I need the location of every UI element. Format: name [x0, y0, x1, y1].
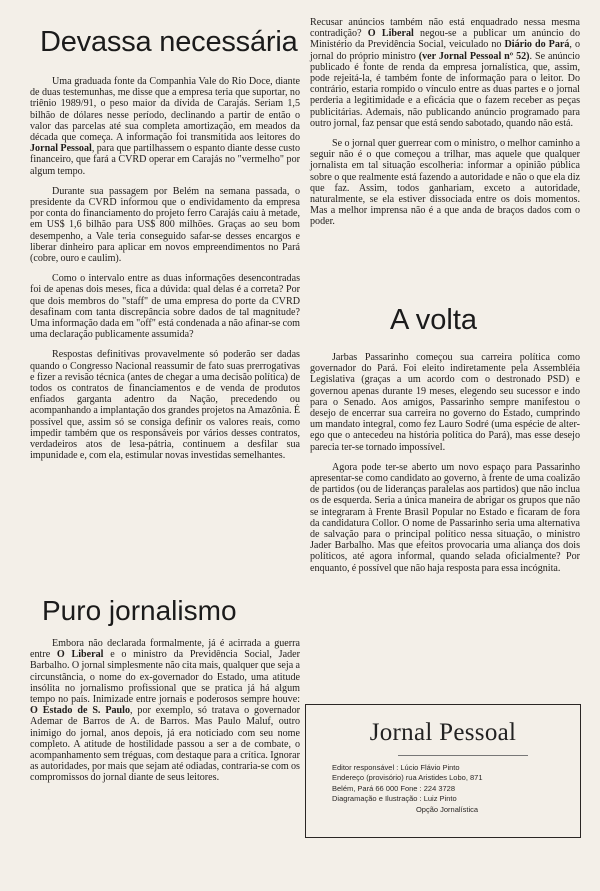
- article-body-devassa: [30, 76, 300, 471]
- article-title-puro-jornalismo: Puro jornalismo: [42, 595, 237, 626]
- article-body-a-volta: [310, 352, 580, 583]
- paragraph: Uma graduada fonte da Companhia Vale do Rio Doce, diante de duas testemunhas, me disse que a empresa teria que suportar, no triênio 1989/91, o peso maior da dívida de Carajás. Seriam 1,5 bilhão de dólares nesse período, declinando a partir de então o valor das parcelas até sua completa amortização, em meados da década que começa. A informação foi transmitida aos leitores do Jornal Pessoal, para que partilhassem o espanto diante desse custo financeiro, que fará a CVRD operar em Carajás no "vermelho" por algum tempo.: [30, 76, 300, 177]
- masthead-divider: [398, 755, 528, 756]
- city-line: Belém, Pará 66 000 Fone : 224 3728: [332, 783, 456, 793]
- paragraph: Durante sua passagem por Belém na semana passada, o presidente da CVRD informou que o endividamento da empresa por conta do financiamento do projeto ferro Carajás caiu à metade, em US$ 1,6 bilhão para US$ 800 milhões. Graças ao seu bom desempenho, a Vale teria conseguido safar-se desses encargos e liberar dinheiro para aplicar em novos empreendimentos no Pará (cobre, ouro e caulim).: [30, 185, 300, 265]
- article-body-puro-jornalismo: [30, 638, 300, 793]
- paragraph: Jarbas Passarinho começou sua carreira política como governador do Pará. Foi eleito indiretamente pela Assembléia Legislativa (graças a um acordo com o destronado PSD) e governou apenas durante 19 meses, elegendo seu sucessor e indo para o Senado. Aos amigos, Passarinho sempre manifestou o desejo de encerrar sua carreira no governo do Estado, cumprindo um mandato integral, como fez Lauro Sodré (uma espécie de alter-ego que o antecedeu na história política do Pará), mas esse desejo parecia ter-se tornado impossível.: [310, 352, 580, 453]
- design-line: Diagramação e Ilustração : Luiz Pinto: [332, 794, 457, 804]
- masthead-box: [305, 704, 581, 838]
- masthead-credits: [332, 763, 562, 815]
- article-title-a-volta: A volta: [390, 304, 478, 336]
- paragraph: Como o intervalo entre as duas informações desencontradas foi de apenas dois meses, fica a dúvida: qual delas é a correta? Por que dois membros do "staff" de uma empresa do porte da CVRD desafinam com tanta discrepância sobre dados de tal magnitude? Uma informação dada em "off" está condenada a não afinar-se com uma declaração publicamente assumida?: [30, 273, 300, 341]
- paragraph: Recusar anúncios também não está enquadrado nessa mesma contradição? O Liberal negou-se a publicar um anúncio do Ministério da Previdência Social, veiculado no Diário do Pará, o jornal do próprio ministro (ver Jornal Pessoal nº 52). Se anúncio publicado é fonte de renda da empresa jornalística, que, assim, pode rejeitá-la, é também fonte de informação para o leitor. Do contrário, estaria rompido o vínculo entre as duas partes e o jornal perderia a legitimidade e a eficácia que o fazem receber as peças publicitárias. Ademais, não publicando anúncio programado para outro jornal, faz pensar que está sendo sabotado, quando não está.: [310, 17, 580, 129]
- paragraph: Se o jornal quer guerrear com o ministro, o melhor caminho a seguir não é o que começou a trilhar, mas aquele que qualquer jornalista em tal situação escolheria: informar a opinião pública sobre o que realmente está fazendo a autoridade e não o que ela diz que faz. Assim, todos ganhariam, exceto a autoridade, naturalmente, se ela estiver dissociada entre os dois momentos. Mas a melhor imprensa não é a que anda de braços dados com o poder.: [310, 138, 580, 228]
- org-line: Opção Jornalística: [415, 804, 479, 814]
- article-title-devassa: Devassa necessária: [40, 26, 298, 58]
- paragraph: Respostas definitivas provavelmente só poderão ser dadas quando o Congresso Nacional reassumir de fato suas prerrogativas e fizer a revisão técnica (antes de chegar a uma decisão política) de todos os contratos de financiamentos e de venda de produtos enfiados garganta adentro da Nação, precedendo ou acompanhando a implantação dos grandes projetos na Amazônia. É possível que, assim só se consiga definir os valores reais, como impedir também que os responsáveis por vários desses contratos, verdadeiros atos de lesa-pátria, continuem a desfilar sua impunidade e, com ela, estimular novas investidas semelhantes.: [30, 349, 300, 462]
- paragraph: Embora não declarada formalmente, já é acirrada a guerra entre O Liberal e o ministro da Previdência Social, Jader Barbalho. O jornal simplesmente não cita mais, qualquer que seja a circunstância, o nome do ex-governador do Estado, uma atitude insólita no jornalismo profissional que se pratica já há algum tempo no país. Inimizade entre jornais e poderosos sempre houve: O Estado de S. Paulo, por exemplo, só tratava o governador Ademar de Barros de A. de Barros. Mas Paulo Maluf, outro inimigo do jornal, anos depois, já era noticiado com seu nome completo. A atitude de hostilidade passou a ser a de combate, o acompanhamento sem tréguas, com destaque para a crítica. Ignorar as autoridades, por mais que sejam até odiadas, contraria-se com os compromissos do jornal diante de seus leitores.: [30, 638, 300, 784]
- editor-line: Editor responsável : Lúcio Flávio Pinto: [332, 763, 460, 772]
- article-body-puro-jornalismo-cont: [310, 17, 580, 237]
- paragraph: Agora pode ter-se aberto um novo espaço para Passarinho apresentar-se como candidato ao governo, à frente de uma coalizão de partidos (ou de lideranças paralelas aos partidos) que não inclua os de esquerda. Seria a única maneira de abrigar os grupos que não se integraram à Frente Brasil Popular no Estado e ficaram de fora da candidatura Collor. O nome de Passarinho seria uma alternativa de salvação para o principal político nessa situação, o ministro Jader Barbalho. Mas que efeitos provocaria uma aliança dos dois políticos, até agora informal, quando selada oficialmente? Por enquanto, é possível que não haja resposta para essa incógnita.: [310, 461, 580, 574]
- masthead-logo: Jornal Pessoal: [369, 719, 517, 746]
- address-line: Endereço (provisório) rua Aristides Lobo, 871: [332, 773, 483, 783]
